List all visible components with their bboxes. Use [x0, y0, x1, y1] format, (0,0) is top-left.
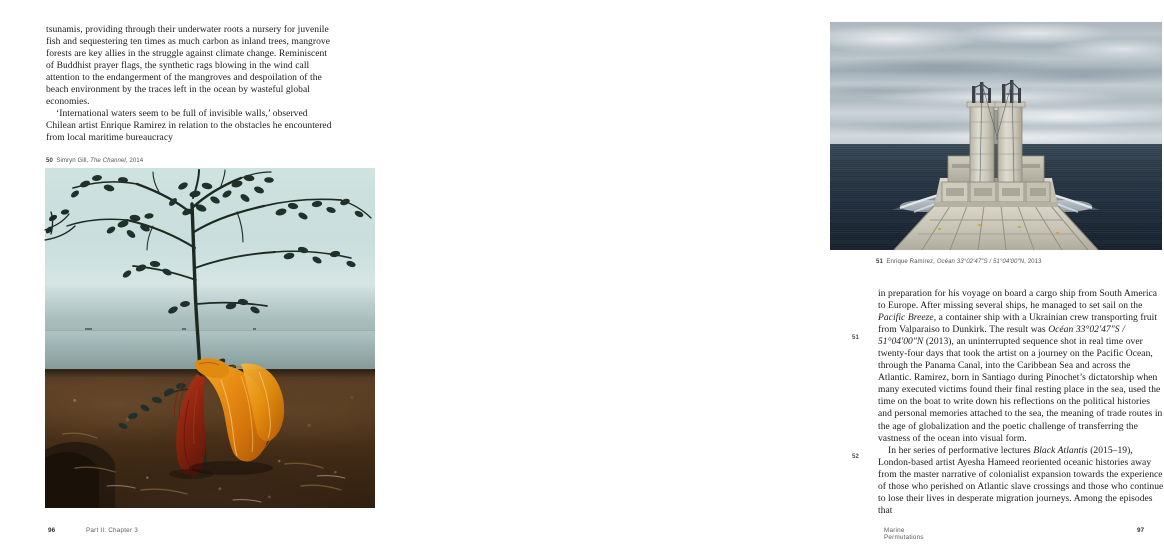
caption-figure-51: [876, 258, 1042, 266]
caption-title: The Channel: [90, 157, 126, 164]
text-run: in preparation for his voyage on board a cargo ship from South America to Europe. After missing several ships, he managed to set sail on the: [878, 288, 1158, 312]
paragraph: [878, 288, 1164, 445]
text-run: ‘International waters seem to be full of invisible walls,’ observed Chilean artist Enrique Ramirez in relation to the obstacles he encountered from local maritime bureaucracy: [46, 108, 332, 144]
text-run: (2013), an uninterrupted sequence shot in real time over twenty-four days that took the artist on a journey on the Pacific Ocean, through the Panama Canal, into the Caribbean Sea and across the Atlantic. Ramirez, born in Santiago during Pinochet’s dictatorship when many executed victims found their final resting place in the sea, used the time on the boat to write down his reflections on the political histories and personal memories attached to the sea, the meaning of trade routes in the age of globalization and the poetic challenge of transferring the vastness of the ocean into visual form.: [878, 336, 1163, 444]
left-page-body-text: [46, 24, 336, 144]
ship-deck-illustration: [830, 22, 1162, 250]
text-run: In her series of performative lectures: [888, 444, 1034, 456]
margin-reference-52: 52: [852, 453, 859, 460]
folio-left: 96: [48, 527, 56, 534]
text-run: , a container ship with a Ukrainian crew transporting fruit from Valparaiso to Dunkirk. The result was: [878, 312, 1158, 336]
text-run: tsunamis, providing through their underwater roots a nursery for juvenile fish and sequestering ten times as much carbon as inland trees, mangrove forests are key allies in the struggle against climate change. Reminiscent of Buddhist prayer flags, the synthetic rags blowing in the wind call attention to the endangerment of the mangroves and despoilation of the beach environment by the traces left in the ocean by wasteful global economies.: [46, 24, 330, 108]
caption-number: 50: [46, 157, 53, 164]
page-right: [400, 0, 1164, 559]
paragraph: [46, 108, 336, 144]
italic-title: Black Atlantis: [1033, 444, 1088, 456]
caption-year: , 2014: [125, 157, 144, 164]
italic-title: Pacific Breeze: [878, 312, 934, 324]
page-left: [0, 0, 400, 559]
italic-title: Océan 33°02′47″S / 51°04′00″N: [878, 324, 1125, 348]
caption-artist: Enrique Ramírez,: [886, 258, 935, 265]
caption-number: 51: [876, 258, 883, 265]
gill-mangrove-illustration: [45, 168, 375, 508]
right-page-body-text: [878, 288, 1164, 517]
running-head-right: Marine Permutations: [884, 527, 924, 541]
caption-title: Océan 33°02′47″S / 51°04′00″N: [936, 258, 1025, 265]
paragraph: [46, 24, 336, 108]
figure-enrique-ramirez-ocean: [830, 22, 1162, 250]
paragraph: [878, 445, 1164, 517]
figure-simryn-gill-the-channel: [45, 168, 375, 508]
folio-right: 97: [1137, 527, 1145, 534]
text-run: (2015–19), London-based artist Ayesha Hameed reoriented oceanic histories away from the master narrative of colonialist expansion towards the experience of those who perished on Atlantic slave crossings and those who continue to lose their lives in desperate migration journeys. Among the episodes that: [878, 444, 1164, 516]
margin-reference-51: 51: [852, 334, 859, 341]
running-head-left: Part II: Chapter 3: [86, 527, 138, 534]
caption-artist: Simryn Gill,: [56, 157, 89, 164]
caption-figure-50: [46, 157, 143, 165]
caption-year: , 2013: [1024, 258, 1042, 265]
